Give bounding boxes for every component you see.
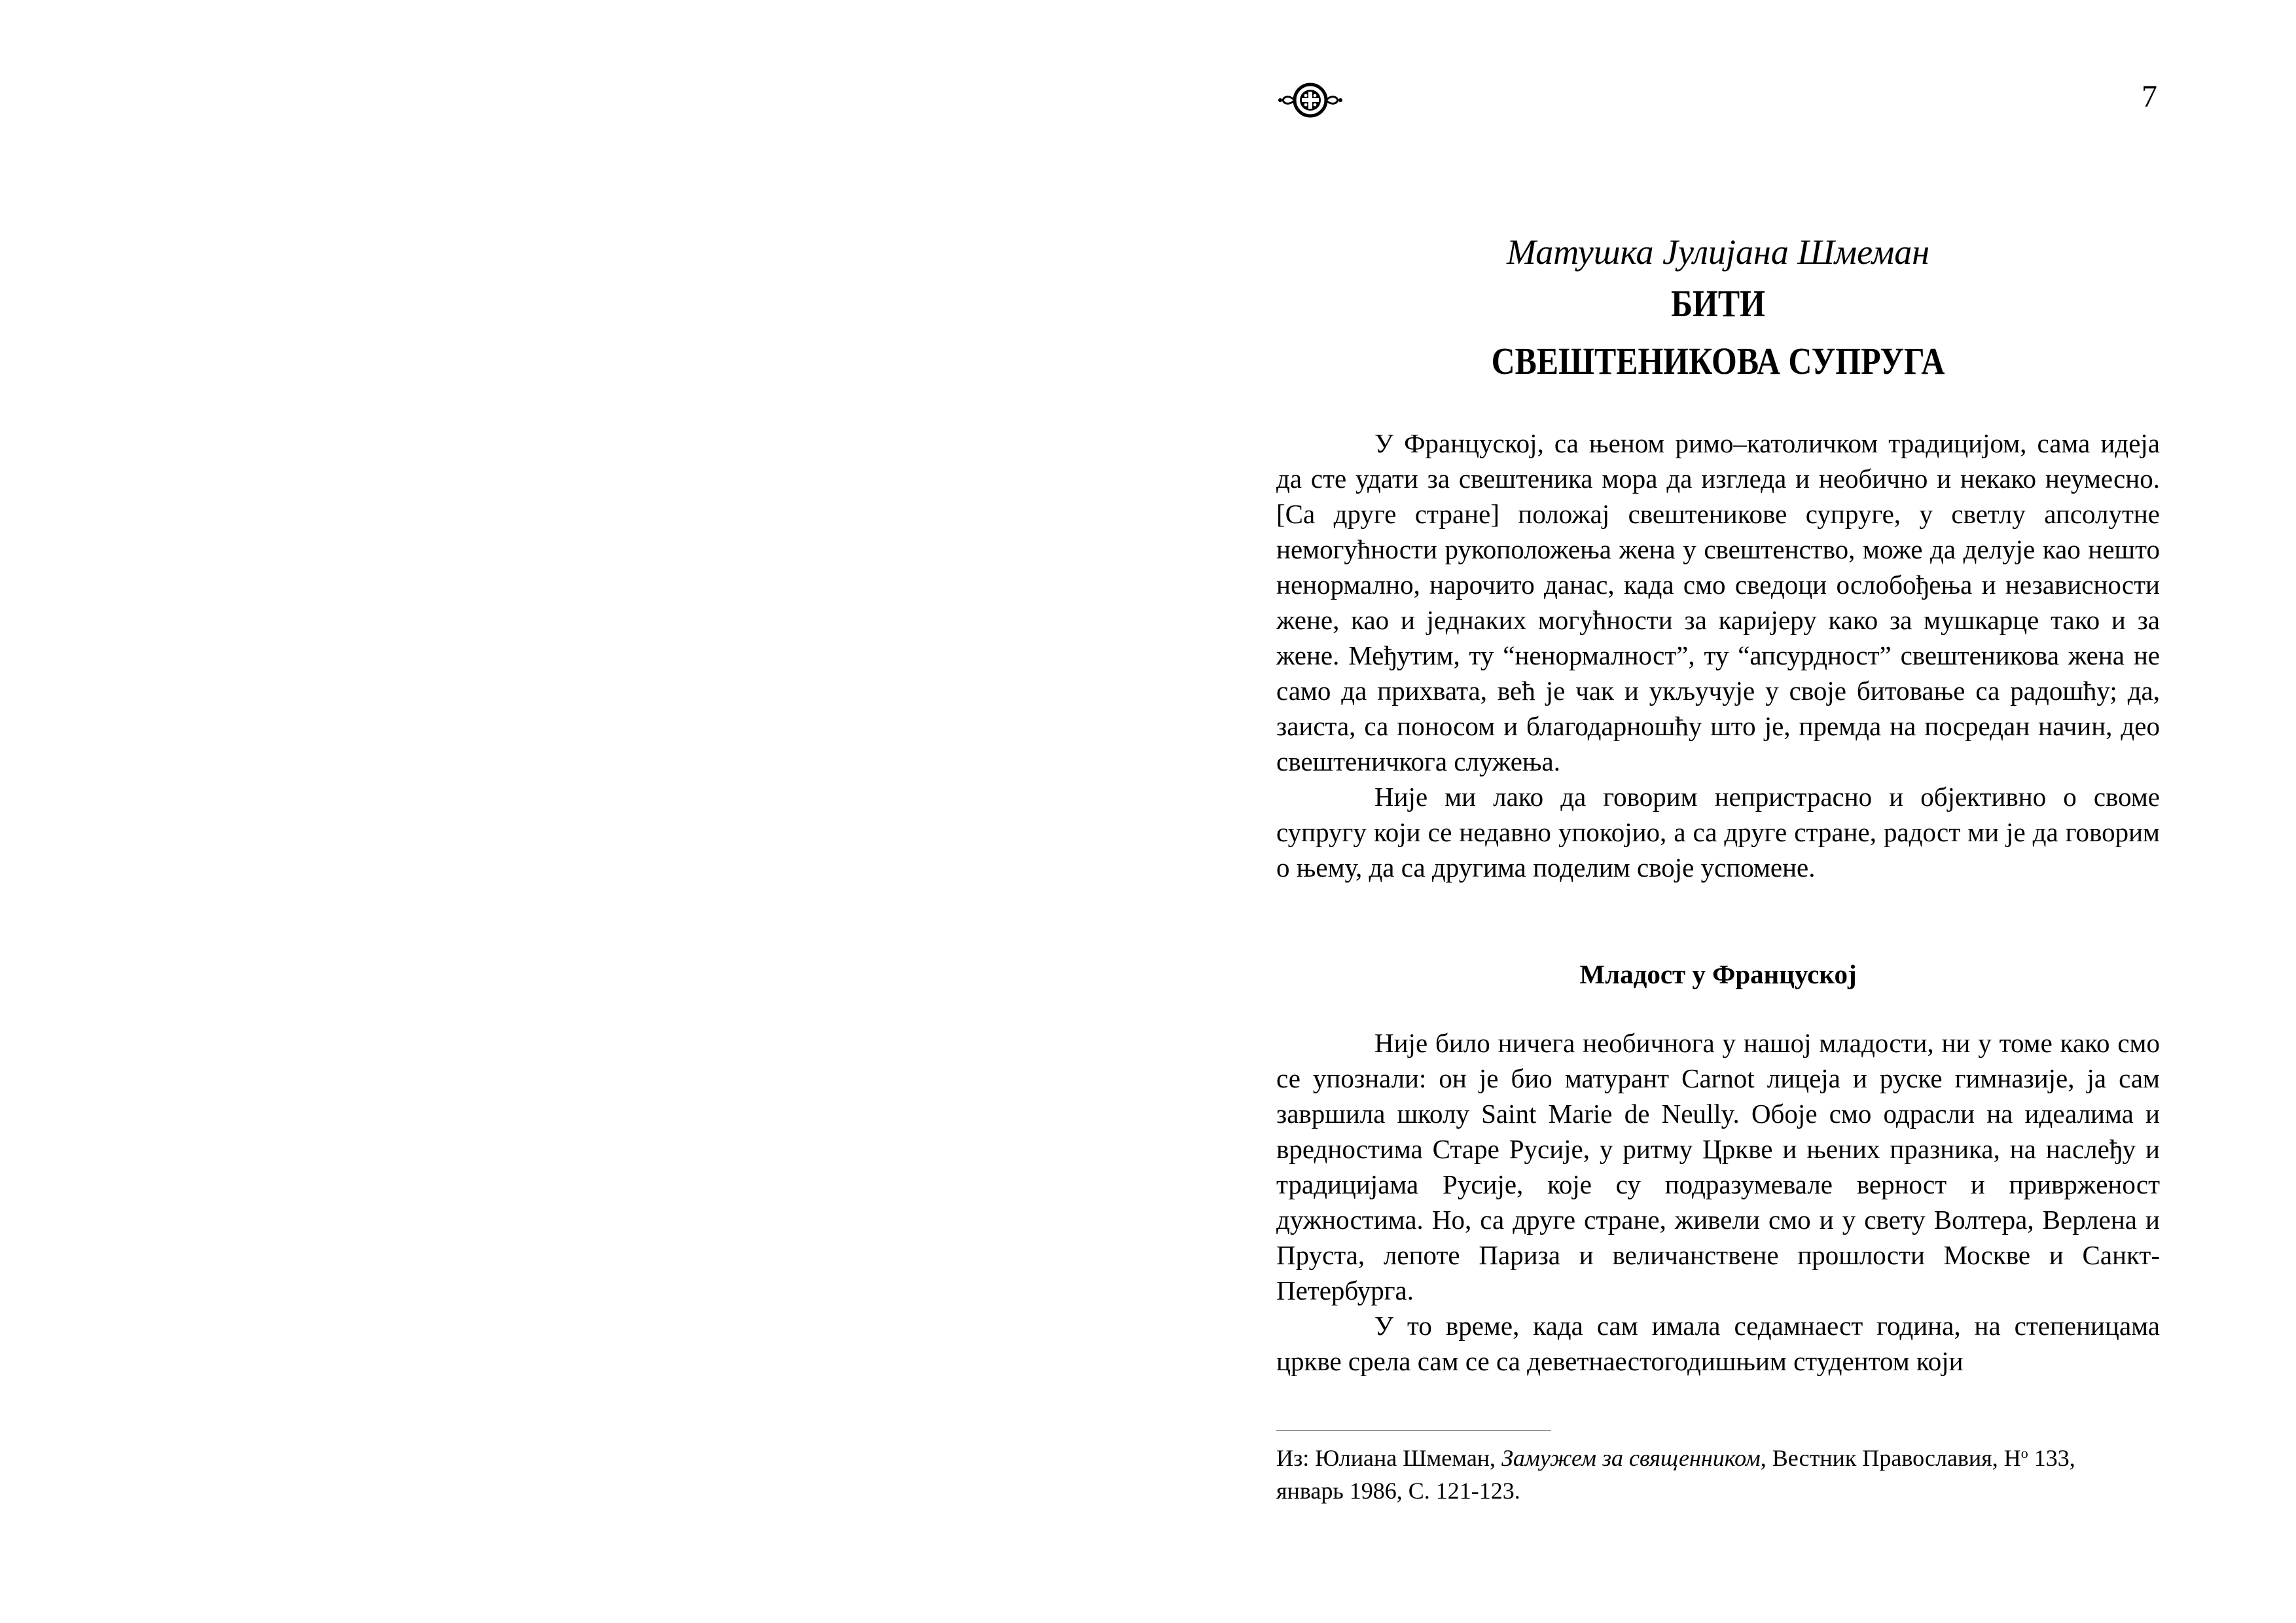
footnote-number-sign: о — [2020, 1445, 2028, 1461]
article-title — [1276, 275, 2160, 390]
paragraph: Није било ничега необичнога у нашој младости, ни у томе како смо се упознали: он је био матурант Carnot лицеја и руске гимназије, ја сам завршила школу Saint Marie de Neully. Обоје смо одрасли на идеалима и вредностима Старе Русије, у ритму Цркве и њених празника, на наслеђу и традицијама Русије, које су подразумевале верност и привржeност дужностима. Но, са друге стране, живели смо и у свету Волтера, Верлена и Пруста, лепоте Париза и величанствене прошлости Москве и Санкт-Петербурга. — [1276, 1028, 2160, 1305]
intro-text — [1276, 426, 2160, 885]
paragraph: Није ми лако да говорим непристрасно и објективно о своме супругу који се недавно упокојио, а са друге стране, радост ми је да говорим о њему, да са другима поделим своје успомене. — [1276, 782, 2160, 883]
footnote-issue: 133, январь 1986, С. 121-123. — [1276, 1445, 2075, 1504]
footnote-prefix: Из: Юлиана Шмеман, — [1276, 1445, 1502, 1471]
author-name: Матушка Јулијана Шмеман — [1507, 232, 1929, 272]
page-number: 7 — [2142, 79, 2157, 114]
footnote-work-title: Замужем за священником — [1501, 1445, 1761, 1471]
footnote-source: , Вестник Православия, Н — [1760, 1445, 2021, 1471]
section-heading: Младост у Француској — [1579, 959, 1857, 989]
orthodox-cross-ornament-icon — [1278, 77, 1343, 123]
footnote-divider — [1276, 1430, 1551, 1431]
paragraph: У то време, када сам имала седамнаест година, на степеницама цркве срела сам се са деветнаестогодишњим студентом који — [1276, 1311, 2160, 1376]
paragraph: У Француској, са њеном римо–католичком традицијом, сама идеја да сте удати за свештеника мора да изгледа и необично и некако неумесно. [Са друге стране] положај свештеникове супруге, у светлу апсолутне немогућности рукоположења жена у свештенство, може да делује као нешто ненормално, нарочито данас, када смо сведоци ослобођења и независности жене, као и једнаких могућности за каријеру како за мушкарце тако и за жене. Међутим, ту “ненормалност”, ту “апсурдност” свештеникова жена не само да прихвата, већ је чак и укључује у своје битовање са радошћу; да, заиста, са поносом и благодарношћу што је, премда на посредан начин, део свештеничкога служења. — [1276, 428, 2160, 776]
title-line-2: СВЕШТЕНИКОВА СУПРУГА — [1491, 340, 1945, 382]
section-text — [1276, 1025, 2160, 1379]
title-line-1: БИТИ — [1671, 282, 1765, 325]
footnote — [1276, 1442, 2140, 1507]
